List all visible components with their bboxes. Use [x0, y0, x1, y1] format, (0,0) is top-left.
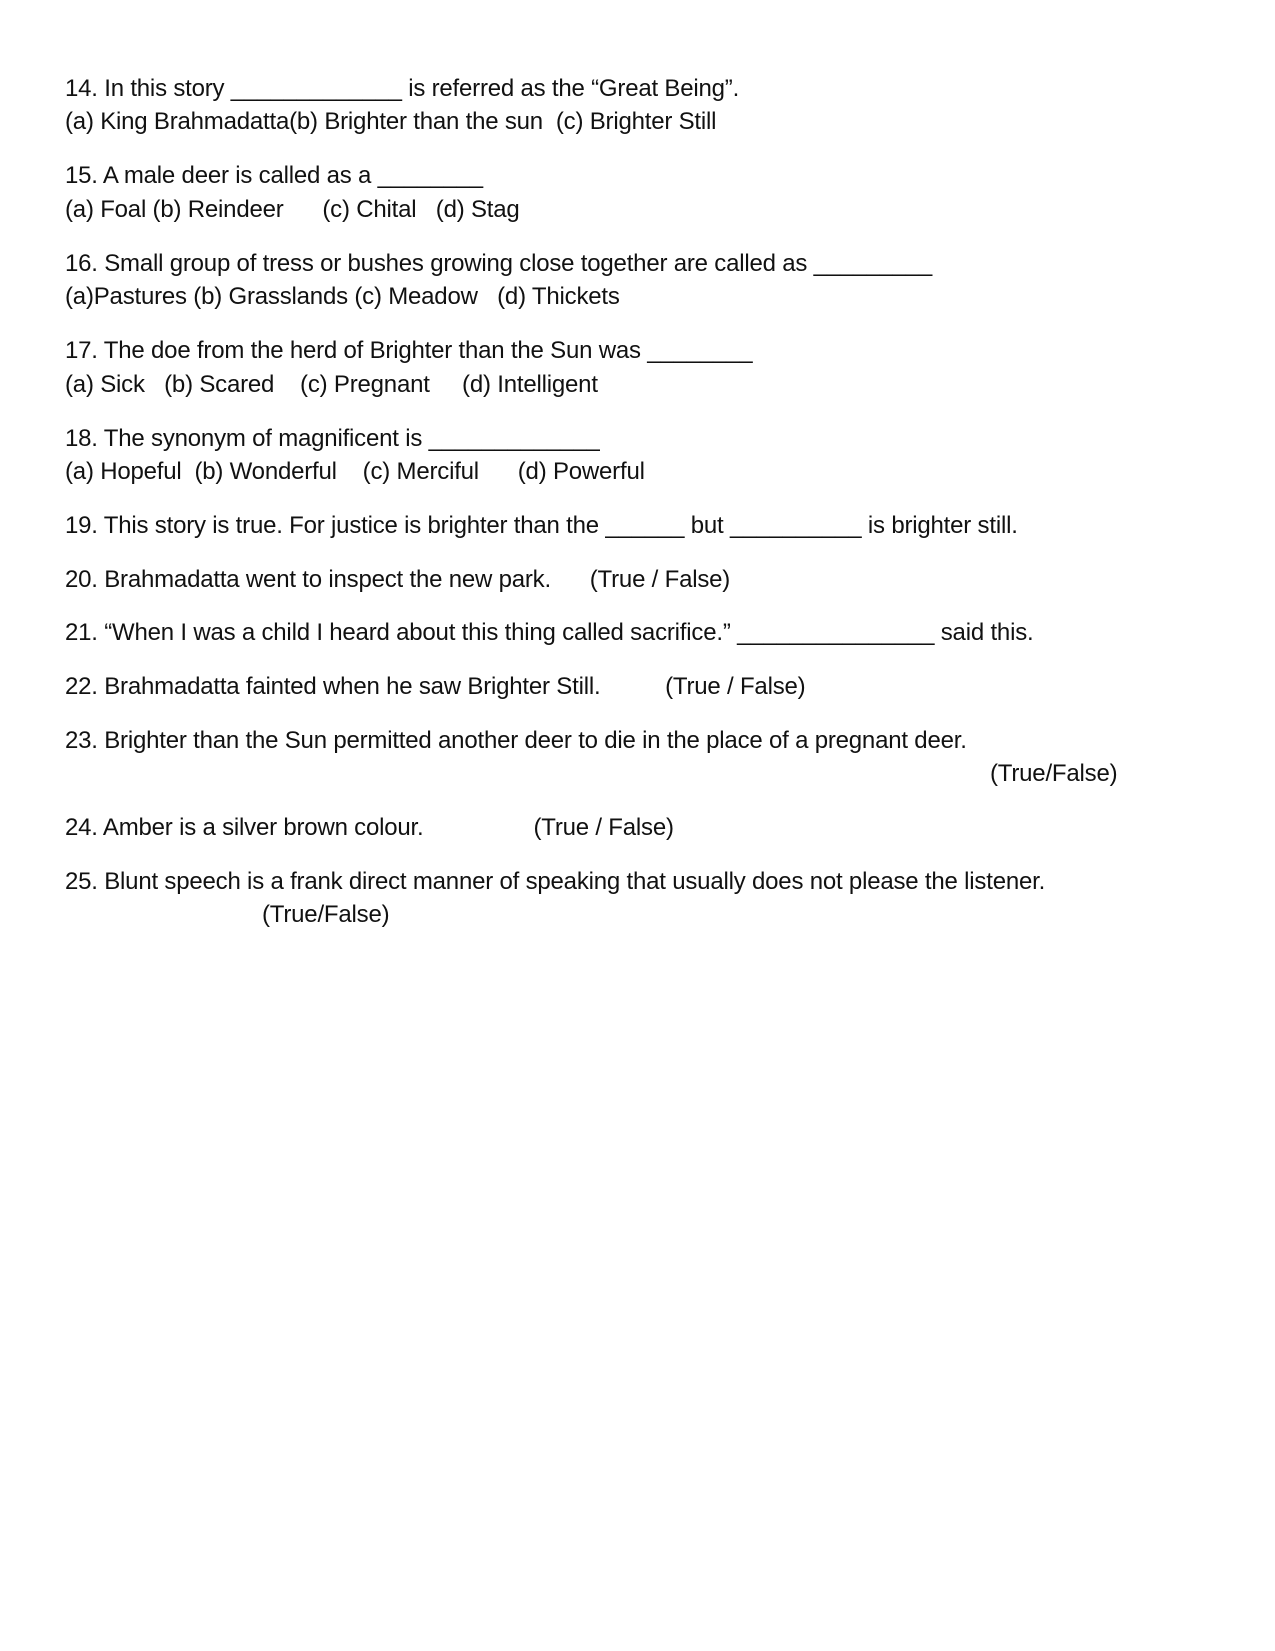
question-25-text: 25. Blunt speech is a frank direct manner of speaking that usually does not please the listener. — [65, 868, 1046, 895]
question-15-text: 15. A male deer is called as a ________ — [65, 162, 483, 189]
question-14-options: (a) King Brahmadatta(b) Brighter than the sun (c) Brighter Still — [65, 108, 717, 135]
question-16-options: (a)Pastures (b) Grasslands (c) Meadow (d) Thickets — [65, 283, 620, 310]
question-15-options: (a) Foal (b) Reindeer (c) Chital (d) Stag — [65, 196, 520, 223]
question-18-text: 18. The synonym of magnificent is _____________ — [65, 425, 600, 452]
question-18-options: (a) Hopeful (b) Wonderful (c) Merciful (d) Powerful — [65, 458, 645, 485]
question-17-options: (a) Sick (b) Scared (c) Pregnant (d) Intelligent — [65, 371, 598, 398]
question-23-text: 23. Brighter than the Sun permitted another deer to die in the place of a pregnant deer. — [65, 727, 967, 754]
question-25-true-false: (True/False) — [262, 901, 390, 928]
question-24-text: 24. Amber is a silver brown colour. (True / False) — [65, 814, 674, 841]
question-20-text: 20. Brahmadatta went to inspect the new park. (True / False) — [65, 566, 731, 593]
question-22-text: 22. Brahmadatta fainted when he saw Brighter Still. (True / False) — [65, 673, 806, 700]
question-19-text: 19. This story is true. For justice is brighter than the ______ but __________ is brighter still. — [65, 512, 1018, 539]
question-16-text: 16. Small group of tress or bushes growing close together are called as _________ — [65, 250, 933, 277]
question-17-text: 17. The doe from the herd of Brighter than the Sun was ________ — [65, 337, 753, 364]
question-14-text: 14. In this story _____________ is referred as the “Great Being”. — [65, 75, 740, 102]
question-23-true-false: (True/False) — [990, 760, 1118, 787]
question-21-text: 21. “When I was a child I heard about this thing called sacrifice.” _______________ said this. — [65, 619, 1034, 646]
